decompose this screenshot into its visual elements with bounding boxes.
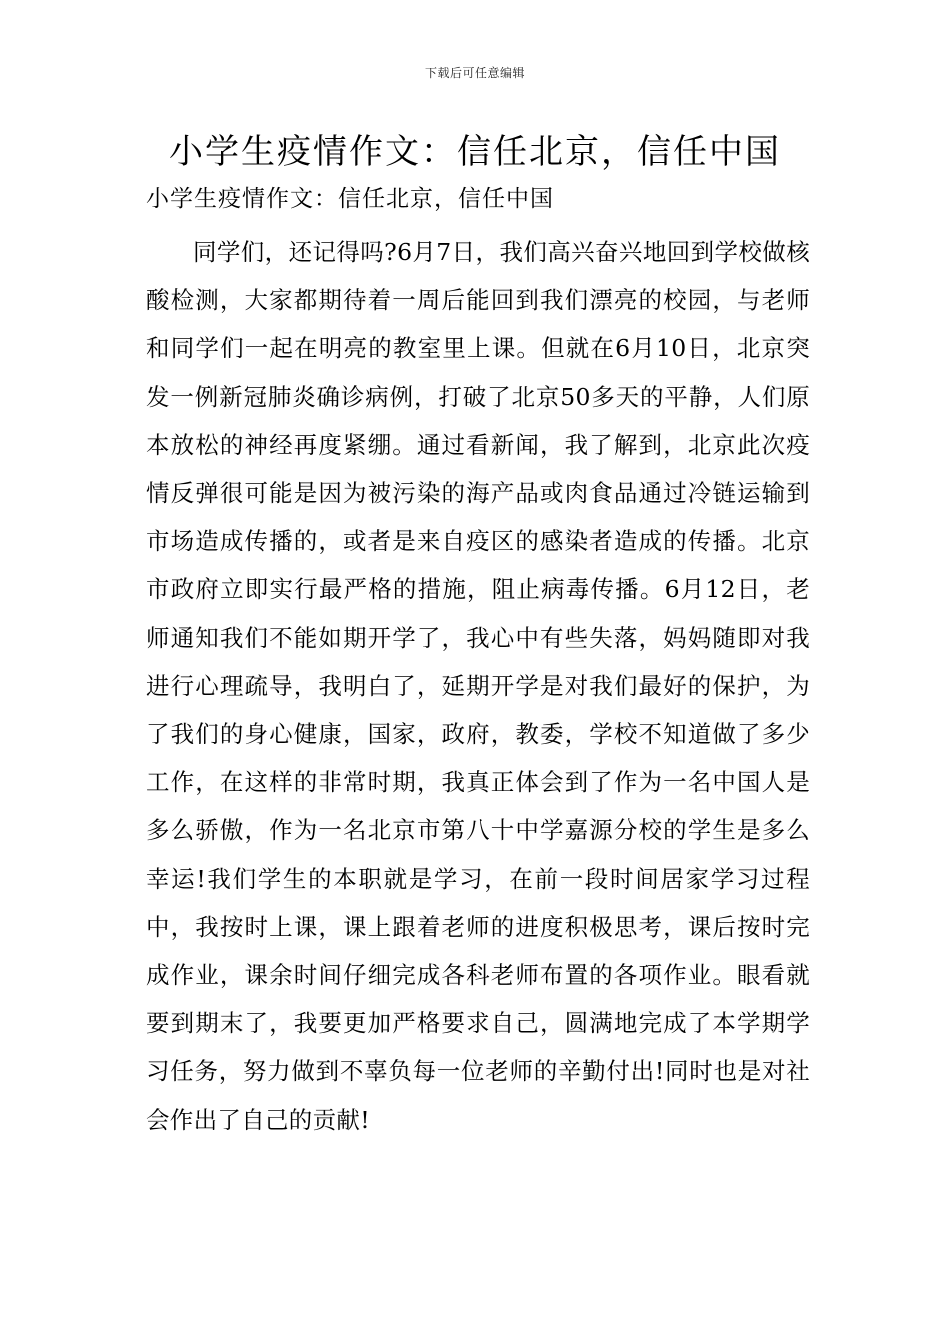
body-paragraph: 同学们，还记得吗?6月7日，我们高兴奋兴地回到学校做核酸检测，大家都期待着一周后能回到我们漂亮的校园，与老师和同学们一起在明亮的教室里上课。但就在6月10日，北京突发一例新冠肺炎确诊病例，打破了北京50多天的平静，人们原本放松的神经再度紧绷。通过看新闻，我了解到，北京此次疫情反弹很可能是因为被污染的海产品或肉食品通过冷链运输到市场造成传播的，或者是来自疫区的感染者造成的传播。北京市政府立即实行最严格的措施，阻止病毒传播。6月12日，老师通知我们不能如期开学了，我心中有些失落，妈妈随即对我进行心理疏导，我明白了，延期开学是对我们最好的保护，为了我们的身心健康，国家，政府，教委，学校不知道做了多少工作，在这样的非常时期，我真正体会到了作为一名中国人是多么骄傲，作为一名北京市第八十中学嘉源分校的学生是多么幸运!我们学生的本职就是学习，在前一段时间居家学习过程中，我按时上课，课上跟着老师的进度积极思考，课后按时完成作业，课余时间仔细完成各科老师布置的各项作业。眼看就要到期末了，我要更加严格要求自己，圆满地完成了本学期学习任务，努力做到不辜负每一位老师的辛勤付出!同时也是对社会作出了自己的贡献! <box>146 238 810 1134</box>
header-note: 下载后可任意编辑 <box>424 66 525 80</box>
document-subtitle: 小学生疫情作文：信任北京，信任中国 <box>146 186 554 212</box>
document-title: 小学生疫情作文：信任北京，信任中国 <box>169 132 781 172</box>
